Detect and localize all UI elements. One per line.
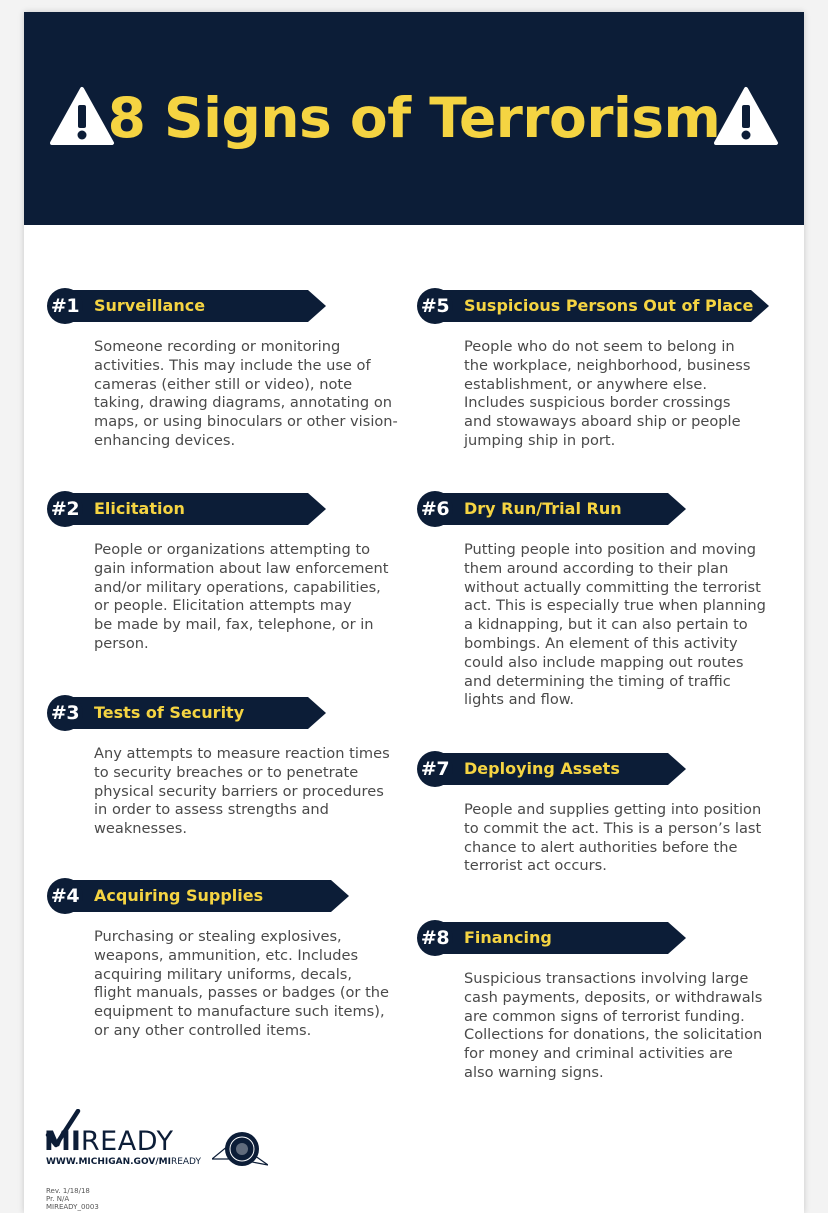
sign-description: People who do not seem to belong in the workplace, neighborhood, business establishment, or anywhere else. Includes suspicious border crossings and stowaways aboard ship or people jumping ship in port. [464, 338, 751, 449]
sign-title: Deploying Assets [464, 759, 620, 778]
state-police-seal-icon [212, 1125, 268, 1173]
sign-banner [47, 491, 377, 527]
print-number: Pr. N/A [46, 1195, 70, 1203]
sign-banner [417, 920, 762, 956]
sign-item-financing [417, 920, 762, 1083]
sign-number: #8 [417, 920, 453, 956]
sign-description: Suspicious transactions involving large cash payments, deposits, or withdrawals are common signs of terrorist funding. Collections for donations, the solicitation for money and criminal activities are also warning signs. [464, 970, 763, 1081]
sign-item-elicitation [47, 491, 389, 654]
sign-title: Suspicious Persons Out of Place [464, 296, 754, 315]
sign-description: Any attempts to measure reaction times to security breaches or to penetrate physical security barriers or procedures in order to assess strengths and weaknesses. [94, 745, 390, 838]
revision-date: Rev. 1/18/18 [46, 1187, 90, 1195]
sign-number: #2 [47, 491, 83, 527]
sign-number: #3 [47, 695, 83, 731]
website-url [46, 1157, 201, 1167]
sign-banner [417, 751, 757, 787]
mi-ready-logo [44, 1127, 174, 1157]
sign-item-surveillance [47, 288, 398, 451]
sign-description: Purchasing or stealing explosives, weapons, ammunition, etc. Includes acquiring military uniforms, decals, flight manuals, passes or badges (or the equipment to manufacture such items), or any other controlled items. [94, 928, 390, 1039]
sign-banner [47, 695, 377, 731]
url-mi: MI [158, 1157, 171, 1167]
sign-banner [47, 288, 377, 324]
sign-banner [417, 491, 757, 527]
sign-banner [47, 878, 377, 914]
poster [24, 12, 804, 1213]
sign-title: Tests of Security [94, 703, 245, 722]
sign-item-tests-of-security [47, 695, 390, 839]
url-suffix: READY [170, 1157, 201, 1167]
sign-item-deploying-assets [417, 751, 762, 876]
logo-ready: READY [80, 1126, 174, 1157]
sign-description: Someone recording or monitoring activities. This may include the use of cameras (either still or video), note taking, drawing diagrams, annotating on maps, or using binoculars or other vision- enhancing devices. [94, 338, 398, 449]
header-banner [24, 12, 804, 225]
sign-item-suspicious-persons [417, 288, 757, 451]
sign-item-acquiring-supplies [47, 878, 390, 1041]
sign-item-dry-run [417, 491, 766, 710]
sign-description: Putting people into position and moving them around according to their plan without actually committing the terrorist act. This is especially true when planning a kidnapping, but it can also pertain to bombings. An element of this activity could also include mapping out routes and determining the timing of traffic lights and flow. [464, 541, 766, 709]
sign-description: People or organizations attempting to gain information about law enforcement and/or military operations, capabilities, or people. Elicitation attempts may be made by mail, fax, telephone, or in person. [94, 541, 389, 652]
sign-title: Dry Run/Trial Run [464, 499, 622, 518]
footer [34, 1109, 274, 1209]
warning-triangle-icon [713, 86, 779, 146]
logo-mi: MI [44, 1126, 81, 1157]
sign-number: #6 [417, 491, 453, 527]
sign-number: #1 [47, 288, 83, 324]
sign-description: People and supplies getting into position to commit the act. This is a person’s last chance to alert authorities before the terrorist act occurs. [464, 801, 762, 875]
sign-number: #7 [417, 751, 453, 787]
page-title: 8 Signs of Terrorism [107, 86, 721, 150]
url-prefix: WWW.MICHIGAN.GOV/ [46, 1157, 159, 1167]
sign-number: #5 [417, 288, 453, 324]
sign-number: #4 [47, 878, 83, 914]
sign-title: Acquiring Supplies [94, 886, 264, 905]
sign-title: Surveillance [94, 296, 206, 315]
sign-title: Elicitation [94, 499, 185, 518]
document-code: MIREADY_0003 [46, 1203, 99, 1211]
sign-banner [417, 288, 757, 324]
sign-title: Financing [464, 928, 552, 947]
